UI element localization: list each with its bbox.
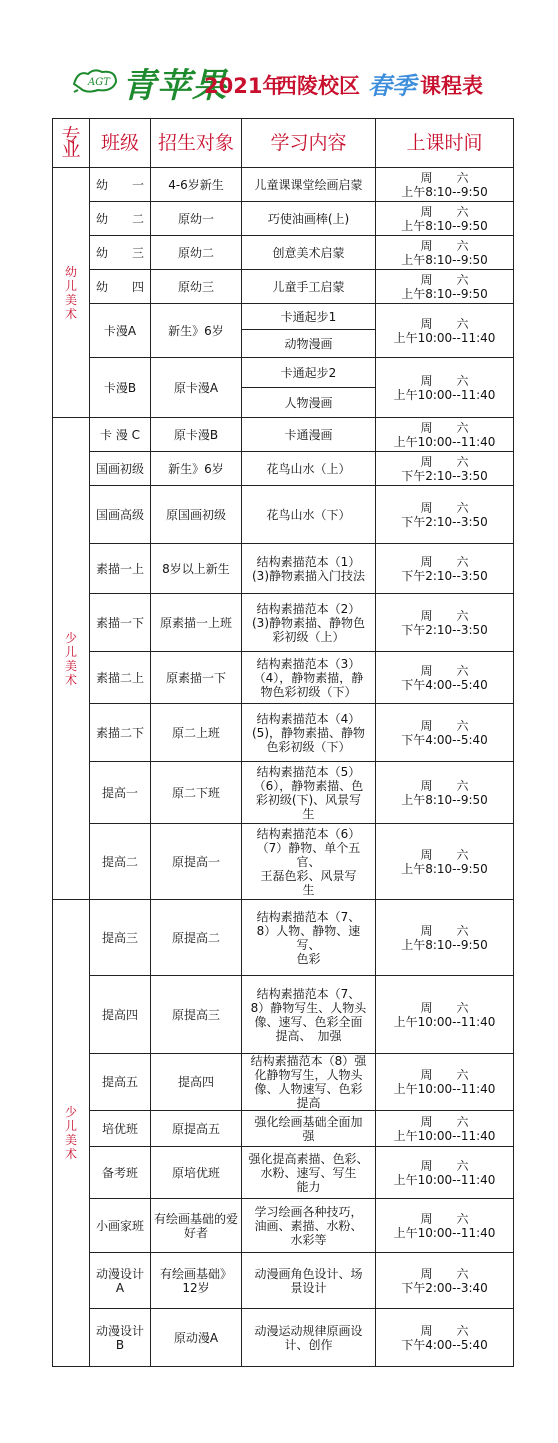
time-cell xyxy=(376,900,514,976)
table-row xyxy=(53,704,514,762)
content-cell xyxy=(242,1054,376,1111)
table-header-row xyxy=(53,119,514,168)
target-cell: 新生》6岁 xyxy=(151,304,242,358)
content-cell: 动物漫画 xyxy=(242,330,376,358)
target-cell: 原提高二 xyxy=(151,900,242,976)
class-cell: 国画初级 xyxy=(90,452,151,486)
day-label: 周 六 xyxy=(420,500,469,515)
time-range: 上午10:00--11:40 xyxy=(393,1128,496,1143)
target-cell: 原提高一 xyxy=(151,824,242,900)
target-cell: 原幼三 xyxy=(151,270,242,304)
content-line: 结构素描范本（7、 xyxy=(256,909,361,924)
title-year: 2021年 xyxy=(204,74,284,98)
time-cell xyxy=(376,202,514,236)
target-cell: 新生》6岁 xyxy=(151,452,242,486)
class-cell: 国画高级 xyxy=(90,486,151,544)
day-label: 周 六 xyxy=(420,272,469,287)
time-range: 上午10:00--11:40 xyxy=(393,1014,496,1029)
time-range: 上午8:10--9:50 xyxy=(401,184,488,199)
table-row xyxy=(53,544,514,594)
table-row xyxy=(53,1054,514,1111)
content-line: 提高、 加强 xyxy=(275,1028,342,1043)
content-line: 强化绘画基础全面加 xyxy=(254,1114,363,1129)
title-season: 春季 xyxy=(368,71,416,100)
day-label: 周 六 xyxy=(420,1068,469,1082)
table-row xyxy=(53,1147,514,1199)
time-range: 下午2:10--3:50 xyxy=(401,468,488,483)
target-cell: 原提高三 xyxy=(151,976,242,1054)
class-cell: 素描二下 xyxy=(90,704,151,762)
class-cell: 素描一下 xyxy=(90,594,151,652)
time-cell xyxy=(376,762,514,824)
content-line: 计、创作 xyxy=(284,1337,333,1352)
time-cell xyxy=(376,236,514,270)
content-line: 油画、素描、水粉、 xyxy=(254,1218,363,1233)
content-line: 8）人物、静物、速写、 xyxy=(256,923,361,952)
table-row xyxy=(53,236,514,270)
day-label: 周 六 xyxy=(420,1114,469,1129)
table-row xyxy=(53,900,514,976)
content-line: 强 xyxy=(302,1128,315,1143)
time-range: 下午2:10--3:50 xyxy=(401,514,488,529)
class-cell: 提高五 xyxy=(90,1054,151,1111)
day-label: 周 六 xyxy=(420,923,469,938)
time-cell xyxy=(376,1147,514,1199)
content-cell xyxy=(242,900,376,976)
day-label: 周 六 xyxy=(420,170,469,185)
brand-logo-text: 青苹果 xyxy=(122,66,227,106)
time-range: 上午10:00--11:40 xyxy=(393,1225,496,1240)
time-cell xyxy=(376,594,514,652)
content-line: 儿童手工启蒙 xyxy=(272,279,345,294)
target-cell: 原幼二 xyxy=(151,236,242,270)
time-range: 下午2:00--3:40 xyxy=(401,1280,488,1295)
day-label: 周 六 xyxy=(420,316,469,331)
content-line: (3)静物素描、静物色 xyxy=(252,615,365,630)
target-cell: 有绘画基础》12岁 xyxy=(151,1253,242,1309)
content-cell xyxy=(242,168,376,202)
time-cell xyxy=(376,358,514,418)
time-cell xyxy=(376,824,514,900)
class-cell: 提高二 xyxy=(90,824,151,900)
major-cell xyxy=(53,900,90,1367)
content-line: 王磊色彩、风景写 xyxy=(260,868,357,883)
content-line: 水彩等 xyxy=(290,1232,327,1247)
content-line: (5)，静物素描、静物 xyxy=(252,725,365,740)
content-line: （4），静物素描，静 xyxy=(253,670,364,685)
time-range: 下午2:10--3:50 xyxy=(401,568,488,583)
target-cell: 原卡漫B xyxy=(151,418,242,452)
class-cell: 备考班 xyxy=(90,1147,151,1199)
content-cell xyxy=(242,452,376,486)
table-row xyxy=(53,418,514,452)
time-cell xyxy=(376,704,514,762)
table-row xyxy=(53,270,514,304)
content-line: 结构素描范本（8）强 xyxy=(250,1054,367,1068)
content-cell xyxy=(242,1253,376,1309)
class-cell: 动漫设计B xyxy=(90,1309,151,1367)
day-label: 周 六 xyxy=(420,420,469,435)
table-row xyxy=(53,202,514,236)
content-line: 像、人物速写、色彩 xyxy=(254,1082,363,1096)
content-cell xyxy=(242,704,376,762)
day-label: 周 六 xyxy=(420,718,469,733)
class-cell: 素描一上 xyxy=(90,544,151,594)
content-cell xyxy=(242,976,376,1054)
day-label: 周 六 xyxy=(420,778,469,793)
time-range: 上午10:00--11:40 xyxy=(393,387,496,402)
table-row xyxy=(53,762,514,824)
day-label: 周 六 xyxy=(420,454,469,469)
content-line: （6），静物素描、色 xyxy=(253,778,364,793)
time-cell xyxy=(376,270,514,304)
content-line: 色彩 xyxy=(296,951,321,966)
time-cell xyxy=(376,304,514,358)
content-line: 彩初级(下)、风景写 xyxy=(255,792,362,807)
title-campus: 西陵校区 xyxy=(276,74,360,98)
table-row xyxy=(53,1199,514,1253)
content-line: 像、速写、色彩全面 xyxy=(254,1014,363,1029)
time-cell xyxy=(376,652,514,704)
class-cell: 培优班 xyxy=(90,1111,151,1147)
target-cell: 4-6岁新生 xyxy=(151,168,242,202)
time-range: 下午4:00--5:40 xyxy=(401,677,488,692)
course-schedule-table xyxy=(52,118,514,1367)
table-row xyxy=(53,1111,514,1147)
table-body xyxy=(53,168,514,1367)
time-range: 下午2:10--3:50 xyxy=(401,622,488,637)
content-line: 巧使油画棒(上) xyxy=(267,211,350,226)
table-row xyxy=(53,168,514,202)
header-class: 班级 xyxy=(90,119,151,168)
target-cell: 8岁以上新生 xyxy=(151,544,242,594)
time-cell xyxy=(376,976,514,1054)
time-range: 上午8:10--9:50 xyxy=(401,861,488,876)
content-line: 结构素描范本（4） xyxy=(256,711,361,726)
content-line: 8）静物写生、人物头 xyxy=(250,1000,367,1015)
target-cell: 原卡漫A xyxy=(151,358,242,418)
content-cell xyxy=(242,544,376,594)
content-cell xyxy=(242,824,376,900)
target-cell: 原提高五 xyxy=(151,1111,242,1147)
table-row xyxy=(53,486,514,544)
content-line: 结构素描范本（5） xyxy=(256,764,361,779)
class-cell: 幼 二 xyxy=(90,202,151,236)
content-line: 创意美术启蒙 xyxy=(272,245,345,260)
day-label: 周 六 xyxy=(420,1000,469,1015)
major-label: 少儿美术 xyxy=(64,630,77,687)
day-label: 周 六 xyxy=(420,663,469,678)
table-row xyxy=(53,358,514,388)
time-cell xyxy=(376,1309,514,1367)
time-range: 上午8:10--9:50 xyxy=(401,252,488,267)
table-row xyxy=(53,652,514,704)
time-cell xyxy=(376,418,514,452)
content-line: 物色彩初级（下） xyxy=(260,684,357,699)
content-cell xyxy=(242,1111,376,1147)
target-cell: 原素描一上班 xyxy=(151,594,242,652)
target-cell: 原培优班 xyxy=(151,1147,242,1199)
table-row xyxy=(53,304,514,330)
content-line: 生 xyxy=(302,806,315,821)
content-line: 生 xyxy=(302,882,315,897)
table-row xyxy=(53,594,514,652)
content-cell xyxy=(242,652,376,704)
content-cell xyxy=(242,486,376,544)
class-cell: 提高三 xyxy=(90,900,151,976)
class-cell: 幼 四 xyxy=(90,270,151,304)
class-cell: 卡漫A xyxy=(90,304,151,358)
content-line: 花鸟山水（上） xyxy=(266,461,351,476)
content-cell xyxy=(242,202,376,236)
class-cell: 幼 三 xyxy=(90,236,151,270)
target-cell: 原二下班 xyxy=(151,762,242,824)
content-line: 化静物写生，人物头 xyxy=(254,1068,363,1082)
target-cell: 有绘画基础的爱好者 xyxy=(151,1199,242,1253)
content-cell xyxy=(242,1147,376,1199)
header-time: 上课时间 xyxy=(376,119,514,168)
content-line: 结构素描范本（1） xyxy=(256,554,361,569)
major-label: 幼儿美术 xyxy=(64,264,77,321)
content-cell: 卡通起步1 xyxy=(242,304,376,330)
time-cell xyxy=(376,452,514,486)
target-cell: 提高四 xyxy=(151,1054,242,1111)
time-cell xyxy=(376,486,514,544)
class-cell: 卡 漫 C xyxy=(90,418,151,452)
content-cell xyxy=(242,1309,376,1367)
apple-logo-icon xyxy=(72,64,120,94)
content-line: 强化提高素描、色彩、 xyxy=(248,1151,369,1166)
class-cell: 动漫设计A xyxy=(90,1253,151,1309)
time-range: 上午8:10--9:50 xyxy=(401,218,488,233)
day-label: 周 六 xyxy=(420,1158,469,1173)
content-cell xyxy=(242,236,376,270)
time-range: 上午10:00--11:40 xyxy=(393,1172,496,1187)
content-line: 彩初级（上） xyxy=(272,629,345,644)
day-label: 周 六 xyxy=(420,847,469,862)
content-line: 色彩初级（下） xyxy=(266,739,351,754)
content-line: 景设计 xyxy=(290,1280,327,1295)
content-line: 水粉、速写、写生 xyxy=(260,1165,357,1180)
target-cell: 原国画初级 xyxy=(151,486,242,544)
logo-small-text: AGT xyxy=(88,77,110,88)
title-suffix: 课程表 xyxy=(420,74,483,98)
content-line: （7）静物、单个五官、 xyxy=(256,840,361,869)
class-cell: 提高一 xyxy=(90,762,151,824)
time-cell xyxy=(376,1253,514,1309)
class-cell: 幼 一 xyxy=(90,168,151,202)
time-cell xyxy=(376,1054,514,1111)
class-cell: 素描二上 xyxy=(90,652,151,704)
table-row xyxy=(53,824,514,900)
content-cell xyxy=(242,270,376,304)
time-cell xyxy=(376,1111,514,1147)
content-line: 动漫运动规律原画设 xyxy=(254,1323,363,1338)
table-row xyxy=(53,1253,514,1309)
major-label: 少儿美术 xyxy=(64,1105,77,1161)
content-cell xyxy=(242,762,376,824)
time-range: 上午8:10--9:50 xyxy=(401,792,488,807)
content-line: 卡通漫画 xyxy=(284,427,333,442)
header-target: 招生对象 xyxy=(151,119,242,168)
content-line: 儿童课课堂绘画启蒙 xyxy=(254,177,363,192)
content-line: (3)静物素描入门技法 xyxy=(252,568,365,583)
content-cell: 人物漫画 xyxy=(242,388,376,418)
class-cell: 提高四 xyxy=(90,976,151,1054)
content-cell xyxy=(242,418,376,452)
time-range: 下午4:00--5:40 xyxy=(401,1337,488,1352)
time-range: 上午10:00--11:40 xyxy=(393,330,496,345)
table-row xyxy=(53,976,514,1054)
day-label: 周 六 xyxy=(420,608,469,623)
major-cell xyxy=(53,418,90,900)
content-cell xyxy=(242,1199,376,1253)
time-range: 下午4:00--5:40 xyxy=(401,732,488,747)
table-row xyxy=(53,452,514,486)
time-range: 上午10:00--11:40 xyxy=(393,1082,496,1096)
time-range: 上午8:10--9:50 xyxy=(401,286,488,301)
day-label: 周 六 xyxy=(420,373,469,388)
major-cell xyxy=(53,168,90,418)
time-cell xyxy=(376,168,514,202)
day-label: 周 六 xyxy=(420,1266,469,1281)
page-header xyxy=(0,56,558,104)
content-line: 结构素描范本（2） xyxy=(256,601,361,616)
content-line: 学习绘画各种技巧， xyxy=(254,1204,363,1219)
time-cell xyxy=(376,1199,514,1253)
time-range: 上午10:00--11:40 xyxy=(393,434,496,449)
day-label: 周 六 xyxy=(420,1211,469,1226)
class-cell: 小画家班 xyxy=(90,1199,151,1253)
content-cell xyxy=(242,594,376,652)
target-cell: 原二上班 xyxy=(151,704,242,762)
class-cell: 卡漫B xyxy=(90,358,151,418)
content-line: 结构素描范本（3） xyxy=(256,656,361,671)
table-row xyxy=(53,1309,514,1367)
content-line: 结构素描范本（6） xyxy=(256,826,361,841)
header-major: 专业 xyxy=(53,119,90,168)
content-line: 花鸟山水（下） xyxy=(266,507,351,522)
day-label: 周 六 xyxy=(420,238,469,253)
content-line: 能力 xyxy=(296,1179,321,1194)
day-label: 周 六 xyxy=(420,1323,469,1338)
target-cell: 原幼一 xyxy=(151,202,242,236)
content-line: 结构素描范本（7、 xyxy=(256,986,361,1001)
time-range: 上午8:10--9:50 xyxy=(401,937,488,952)
header-content: 学习内容 xyxy=(242,119,376,168)
content-cell: 卡通起步2 xyxy=(242,358,376,388)
day-label: 周 六 xyxy=(420,204,469,219)
time-cell xyxy=(376,544,514,594)
content-line: 动漫画角色设计、场 xyxy=(254,1266,363,1281)
day-label: 周 六 xyxy=(420,554,469,569)
target-cell: 原素描一下 xyxy=(151,652,242,704)
content-line: 提高 xyxy=(296,1096,321,1110)
target-cell: 原动漫A xyxy=(151,1309,242,1367)
